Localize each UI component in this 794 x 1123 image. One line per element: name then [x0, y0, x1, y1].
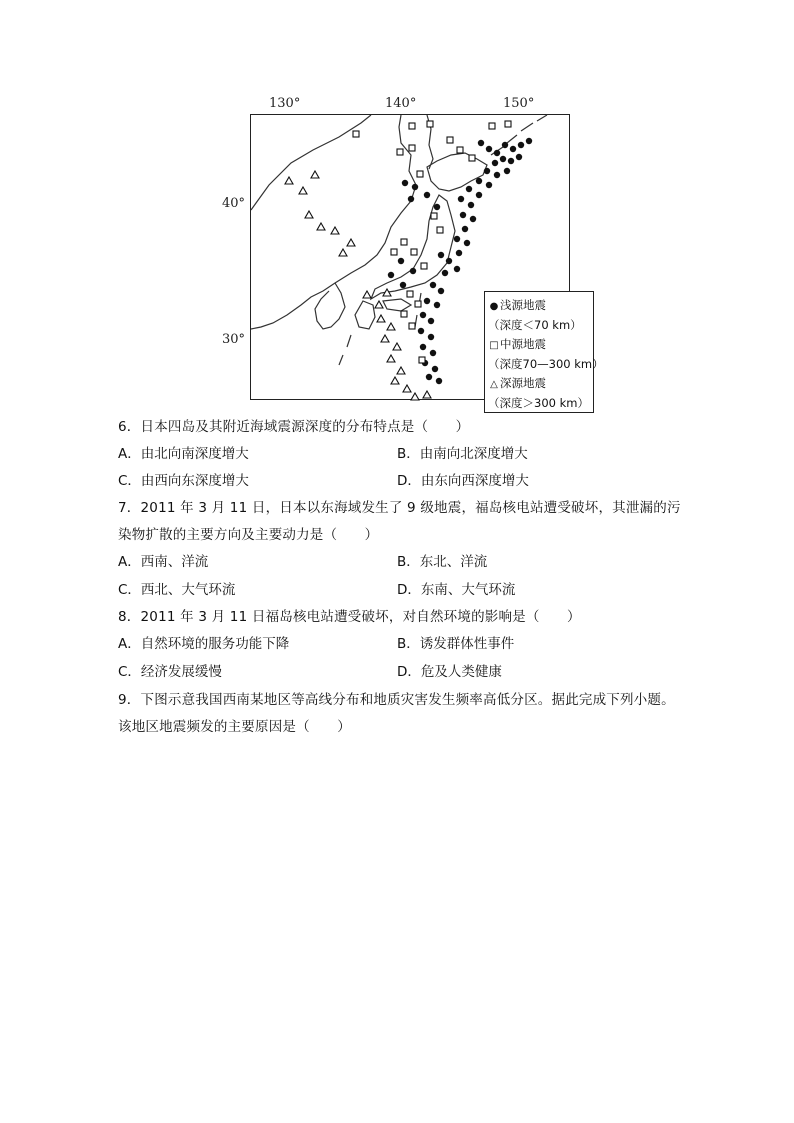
- filled-circle-icon: ●: [489, 301, 499, 312]
- question-9-stem-line-2: 该地区地震频发的主要原因是（ ）: [118, 719, 351, 735]
- question-8-stem: 8．2011 年 3 月 11 日福岛核电站遭受破坏，对自然环境的影响是（ ）: [118, 609, 581, 625]
- latitude-label-40: 40°: [222, 196, 246, 211]
- legend-intermediate-depth: （深度70—300 km）: [488, 357, 604, 371]
- hokkaido-coastline: [427, 153, 487, 191]
- legend-shallow-label: 浅源地震: [500, 298, 546, 312]
- kyushu-coastline: [355, 301, 375, 329]
- kuril-islands: [491, 115, 547, 155]
- question-8-option-c[interactable]: C．经济发展缓慢: [118, 664, 222, 680]
- question-7-option-d[interactable]: D．东南、大气环流: [397, 582, 516, 598]
- question-6-option-c[interactable]: C．由西向东深度增大: [118, 473, 249, 489]
- question-7-stem-line-2: 染物扩散的主要方向及主要动力是（ ）: [118, 527, 379, 543]
- legend-shallow: [488, 296, 590, 316]
- legend-deep: [488, 374, 590, 394]
- question-8-option-a[interactable]: A．自然环境的服务功能下降: [118, 636, 290, 652]
- question-7-option-b[interactable]: B．东北、洋流: [397, 554, 488, 570]
- question-8-option-d[interactable]: D．危及人类健康: [397, 664, 502, 680]
- continent-coastline: [251, 115, 416, 329]
- legend-intermediate: [488, 335, 590, 355]
- deep-earthquake-markers: [285, 171, 431, 400]
- question-7-option-c[interactable]: C．西北、大气环流: [118, 582, 236, 598]
- korea-coastline: [315, 283, 345, 329]
- question-9-stem-line-1: 9．下图示意我国西南某地区等高线分布和地质灾害发生频率高低分区。据此完成下列小题。: [118, 692, 675, 708]
- shikoku-coastline: [383, 299, 411, 311]
- map-frame: [250, 114, 604, 410]
- question-8-option-b[interactable]: B．诱发群体性事件: [397, 636, 515, 652]
- legend-shallow-depth: （深度＜70 km）: [488, 318, 582, 332]
- legend-deep-label: 深源地震: [500, 376, 546, 390]
- longitude-label-150: 150°: [503, 96, 535, 111]
- earthquake-depth-map-figure: [222, 96, 604, 410]
- open-square-icon: □: [489, 340, 499, 351]
- question-6-option-d[interactable]: D．由东向西深度增大: [397, 473, 529, 489]
- question-7-stem-line-1: 7．2011 年 3 月 11 日，日本以东海域发生了 9 级地震，福岛核电站遭受破坏，其泄漏的污: [118, 500, 681, 516]
- legend-deep-depth: （深度＞300 km）: [488, 396, 589, 410]
- latitude-label-30: 30°: [222, 332, 246, 347]
- question-7-option-a[interactable]: A．西南、洋流: [118, 554, 209, 570]
- question-6-stem: 6．日本四岛及其附近海域震源深度的分布特点是（ ）: [118, 419, 470, 435]
- map-legend: [484, 291, 604, 413]
- open-triangle-icon: △: [490, 379, 498, 390]
- honshu-coastline: [371, 195, 455, 299]
- question-6-option-b[interactable]: B．由南向北深度增大: [397, 446, 528, 462]
- question-6-option-a[interactable]: A．由北向南深度增大: [118, 446, 249, 462]
- legend-intermediate-label: 中源地震: [500, 337, 546, 351]
- longitude-label-130: 130°: [269, 96, 301, 111]
- longitude-label-140: 140°: [385, 96, 417, 111]
